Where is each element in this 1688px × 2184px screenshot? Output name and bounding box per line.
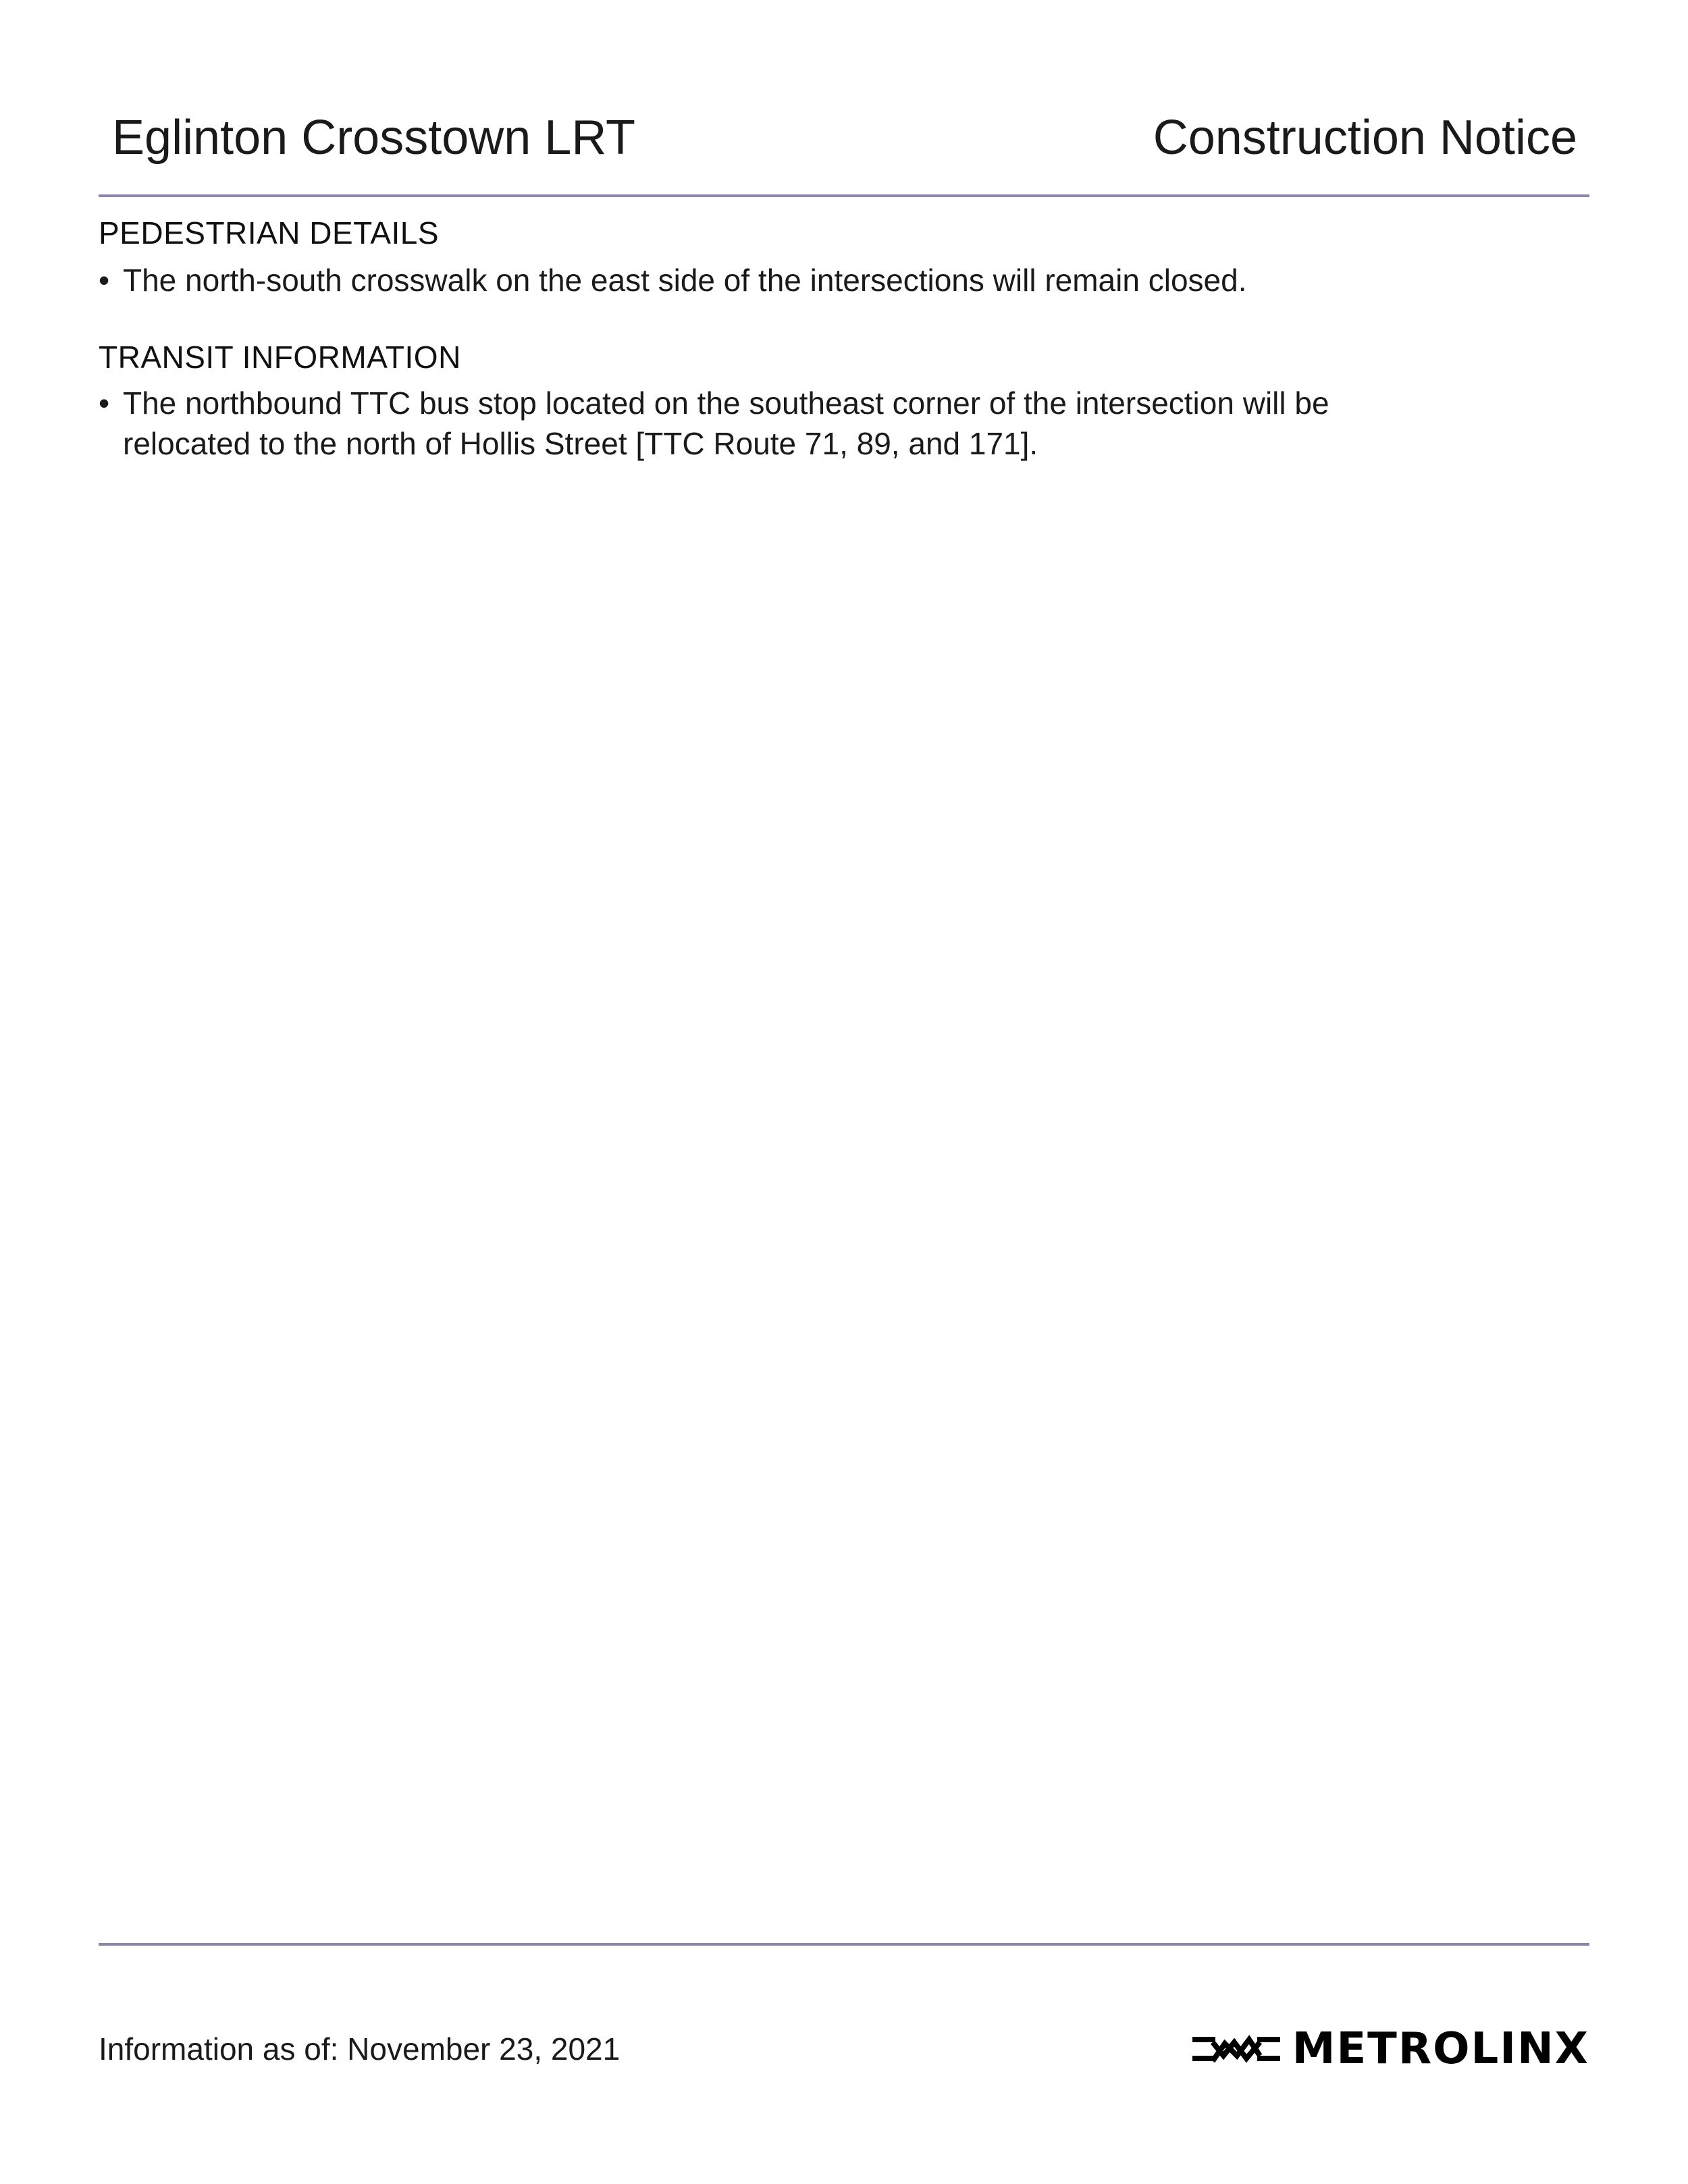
metrolinx-wordmark: METROLINX — [1292, 2024, 1589, 2074]
pedestrian-detail-line: The north-south crosswalk on the east side of the intersections will remain closed. — [123, 263, 1247, 298]
bullet-icon: • — [99, 385, 110, 421]
section-heading-pedestrian: PEDESTRIAN DETAILS — [99, 215, 440, 250]
section-heading-transit: TRANSIT INFORMATION — [99, 340, 461, 375]
header-divider — [99, 194, 1589, 197]
transit-detail-line-2: relocated to the north of Hollis Street [TTC Route 71, 89, and 171]. — [123, 426, 1038, 461]
metrolinx-logo — [1192, 2025, 1589, 2073]
information-date: Information as of: November 23, 2021 — [99, 2031, 621, 2067]
bullet-icon: • — [99, 263, 110, 298]
metrolinx-wave-icon — [1192, 2031, 1280, 2067]
notice-type-title: Construction Notice — [1153, 111, 1577, 165]
transit-detail-line-1: The northbound TTC bus stop located on the southeast corner of the intersection will be — [123, 385, 1329, 421]
notice-project-title: Eglinton Crosstown LRT — [112, 111, 636, 165]
footer-divider — [99, 1943, 1589, 1946]
